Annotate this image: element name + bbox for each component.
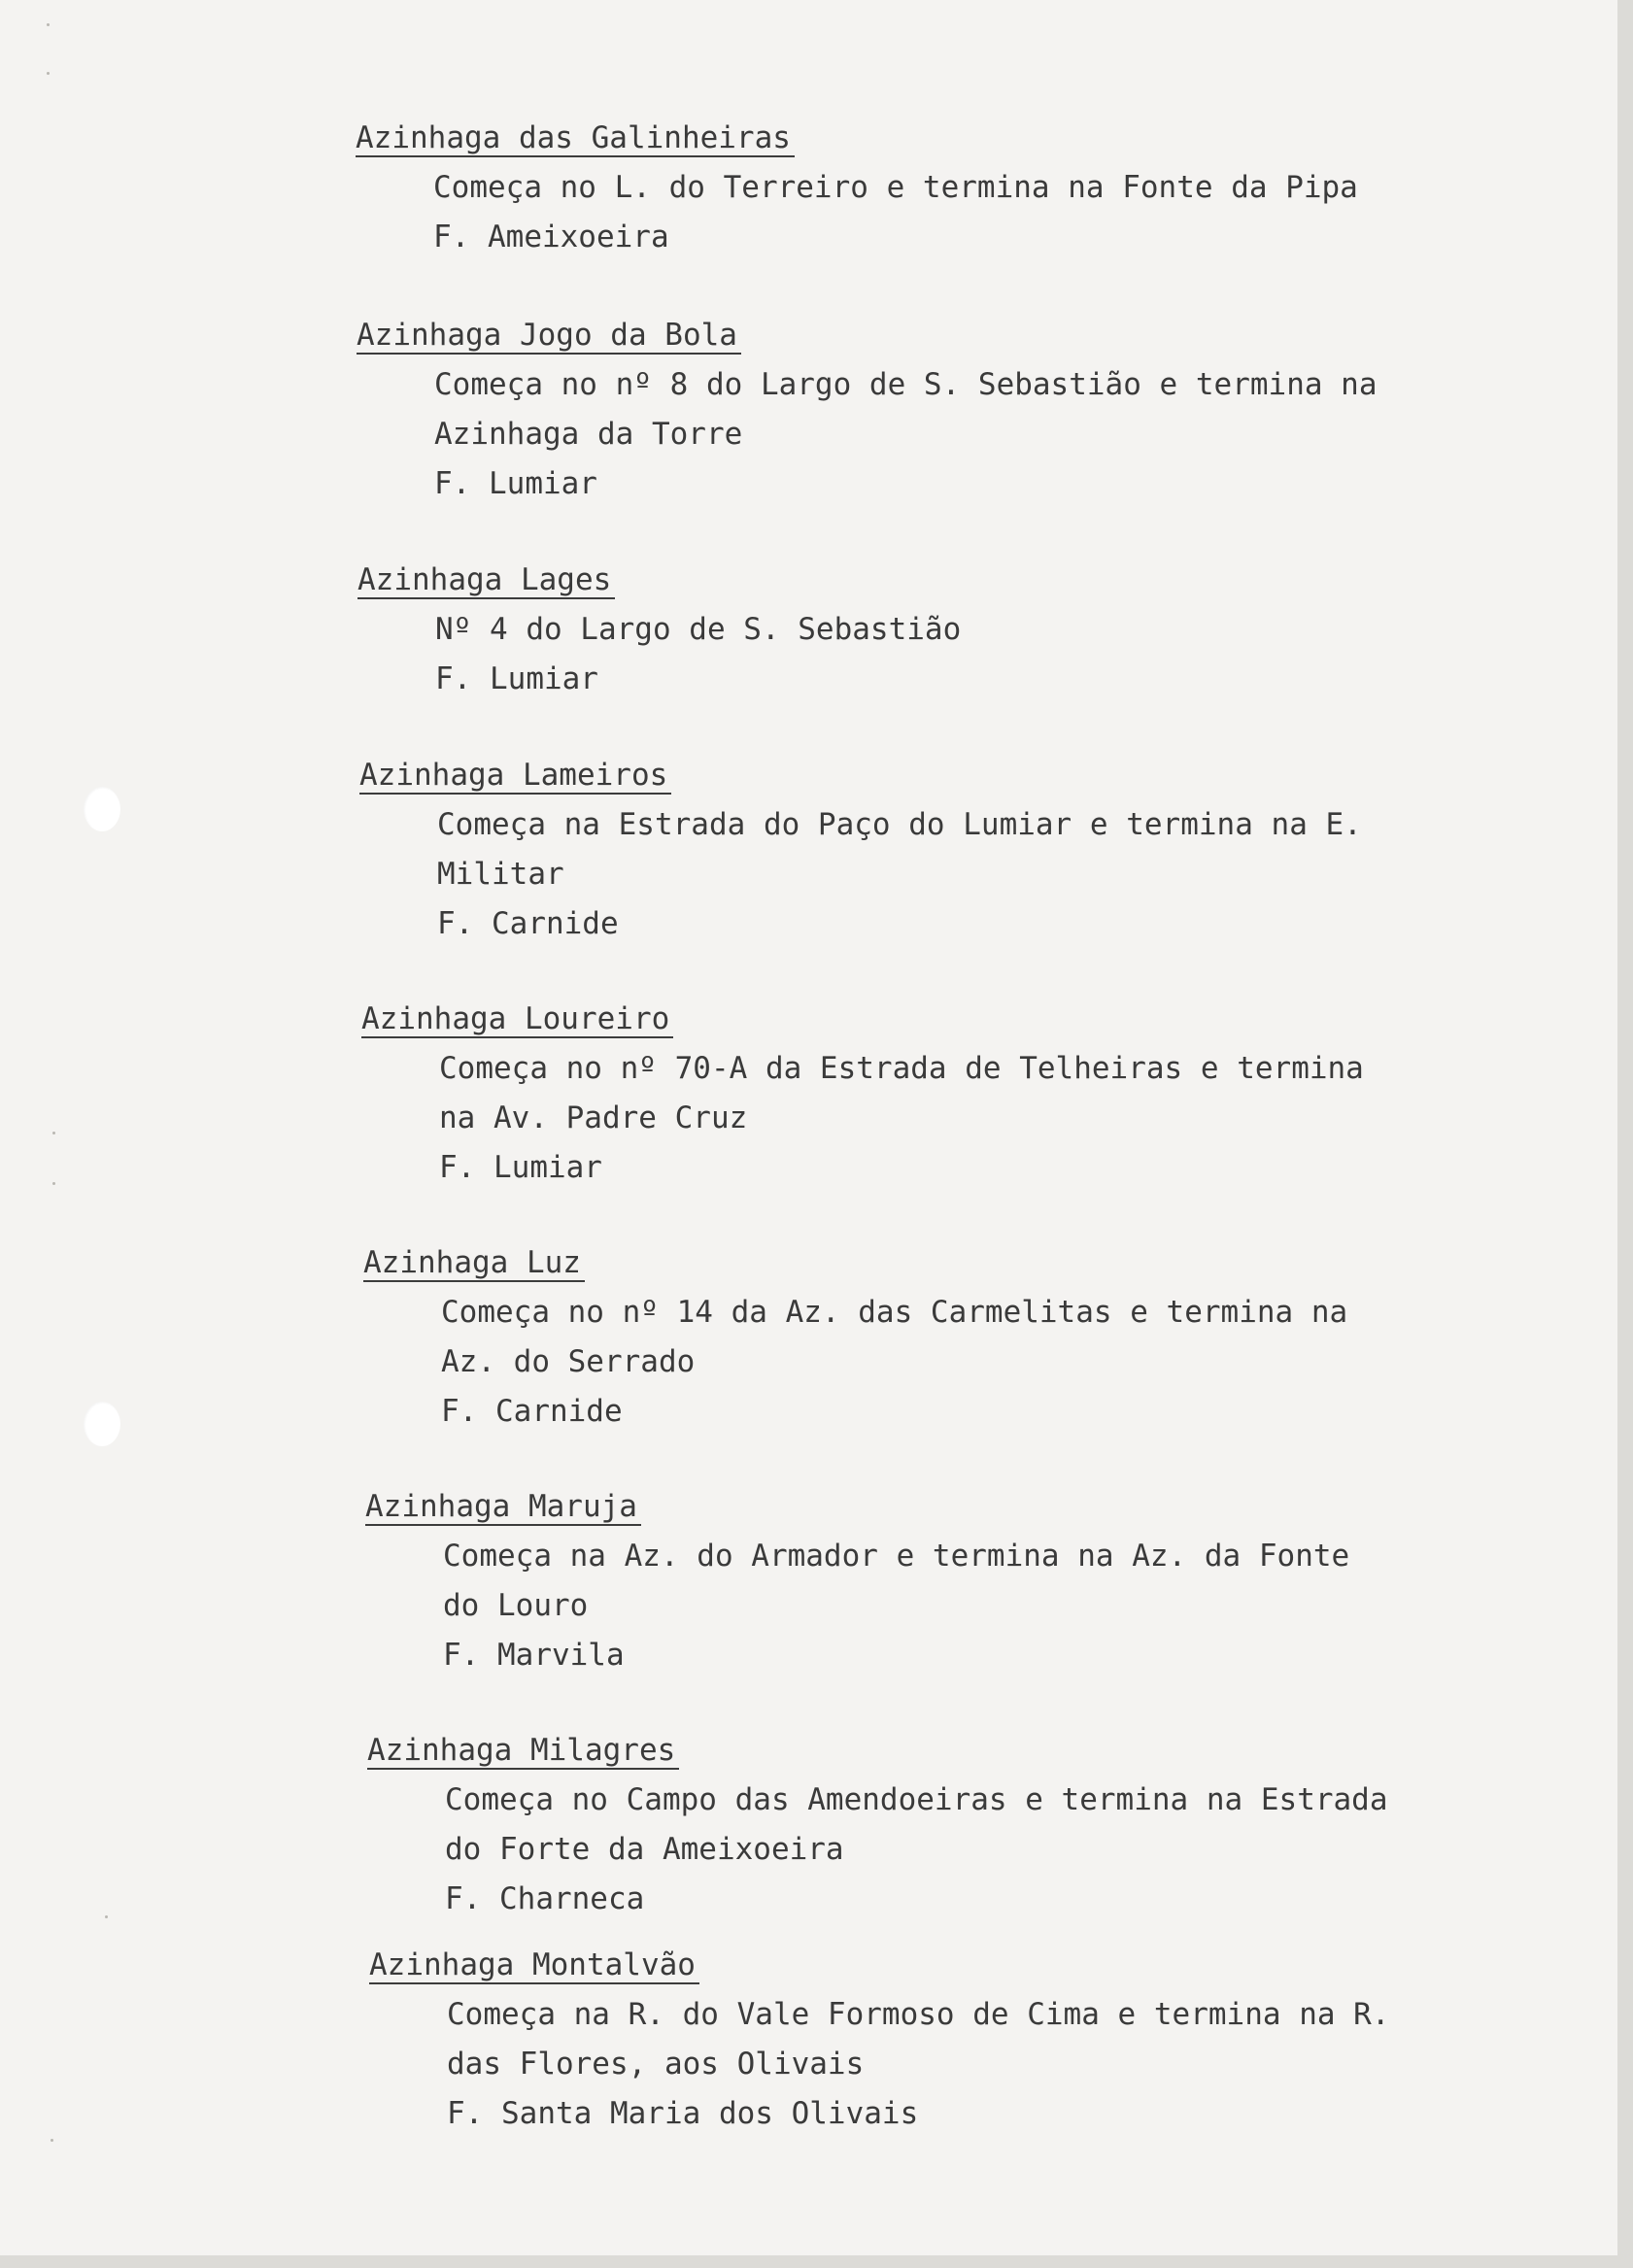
description-line: Militar — [437, 857, 564, 892]
street-entry — [357, 556, 961, 704]
paper-speck — [47, 23, 50, 26]
street-title: Azinhaga Lameiros — [359, 758, 671, 795]
description-line: F. Lumiar — [435, 661, 598, 696]
street-description — [365, 1532, 1349, 1680]
paper-speck — [47, 72, 50, 75]
street-title: Azinhaga Maruja — [365, 1489, 641, 1526]
description-line: Azinhaga da Torre — [434, 417, 743, 452]
page-edge — [0, 2255, 1633, 2268]
description-line: do Forte da Ameixoeira — [445, 1832, 844, 1867]
street-description — [357, 605, 961, 704]
description-line: Começa no nº 8 do Largo de S. Sebastião e termina na — [434, 367, 1378, 402]
street-description — [367, 1776, 1388, 1924]
description-line: F. Lumiar — [439, 1150, 602, 1185]
page-edge — [1617, 0, 1633, 2268]
street-title: Azinhaga Loureiro — [361, 1001, 673, 1038]
description-line: Começa no L. do Terreiro e termina na Fonte da Pipa — [433, 170, 1358, 205]
street-title: Azinhaga Lages — [357, 562, 615, 599]
description-line: F. Ameixoeira — [433, 220, 669, 254]
street-entry — [357, 311, 1378, 509]
street-entry — [369, 1941, 1390, 2139]
paper-speck — [51, 2139, 53, 2142]
street-description — [369, 1990, 1390, 2139]
description-line: na Av. Padre Cruz — [439, 1100, 748, 1135]
description-line: F. Charneca — [445, 1881, 645, 1916]
description-line: F. Lumiar — [434, 466, 597, 501]
street-entry — [367, 1726, 1388, 1924]
description-line: Az. do Serrado — [441, 1344, 696, 1379]
street-title: Azinhaga Milagres — [367, 1733, 679, 1770]
street-description — [361, 1044, 1364, 1193]
punch-hole — [84, 787, 120, 831]
street-description — [357, 360, 1378, 509]
street-description — [356, 163, 1358, 262]
description-line: F. Marvila — [443, 1638, 625, 1673]
street-title: Azinhaga Luz — [363, 1245, 585, 1282]
paper-speck — [52, 1132, 55, 1134]
description-line: F. Carnide — [437, 906, 619, 941]
street-entry — [361, 995, 1364, 1193]
street-entry — [359, 751, 1362, 949]
description-line: Começa na Estrada do Paço do Lumiar e termina na E. — [437, 807, 1362, 842]
street-description — [359, 800, 1362, 949]
street-entry — [356, 114, 1358, 262]
description-line: Começa no nº 70-A da Estrada de Telheiras e termina — [439, 1051, 1364, 1086]
street-title: Azinhaga Jogo da Bola — [357, 318, 741, 355]
description-line: das Flores, aos Olivais — [447, 2047, 865, 2082]
street-entry — [365, 1482, 1349, 1680]
street-description — [363, 1288, 1347, 1437]
paper-speck — [52, 1182, 55, 1185]
description-line: Começa no nº 14 da Az. das Carmelitas e termina na — [441, 1295, 1348, 1330]
street-title: Azinhaga das Galinheiras — [356, 120, 795, 157]
punch-hole — [84, 1402, 120, 1446]
description-line: Começa na Az. do Armador e termina na Az. da Fonte — [443, 1539, 1350, 1574]
description-line: Começa no Campo das Amendoeiras e termina na Estrada — [445, 1782, 1388, 1817]
description-line: do Louro — [443, 1588, 589, 1623]
description-line: F. Santa Maria dos Olivais — [447, 2096, 919, 2131]
description-line: Nº 4 do Largo de S. Sebastião — [435, 612, 962, 647]
description-line: F. Carnide — [441, 1394, 623, 1429]
street-title: Azinhaga Montalvão — [369, 1947, 699, 1984]
paper-speck — [105, 1915, 108, 1918]
street-entry — [363, 1238, 1347, 1437]
description-line: Começa na R. do Vale Formoso de Cima e termina na R. — [447, 1997, 1390, 2032]
